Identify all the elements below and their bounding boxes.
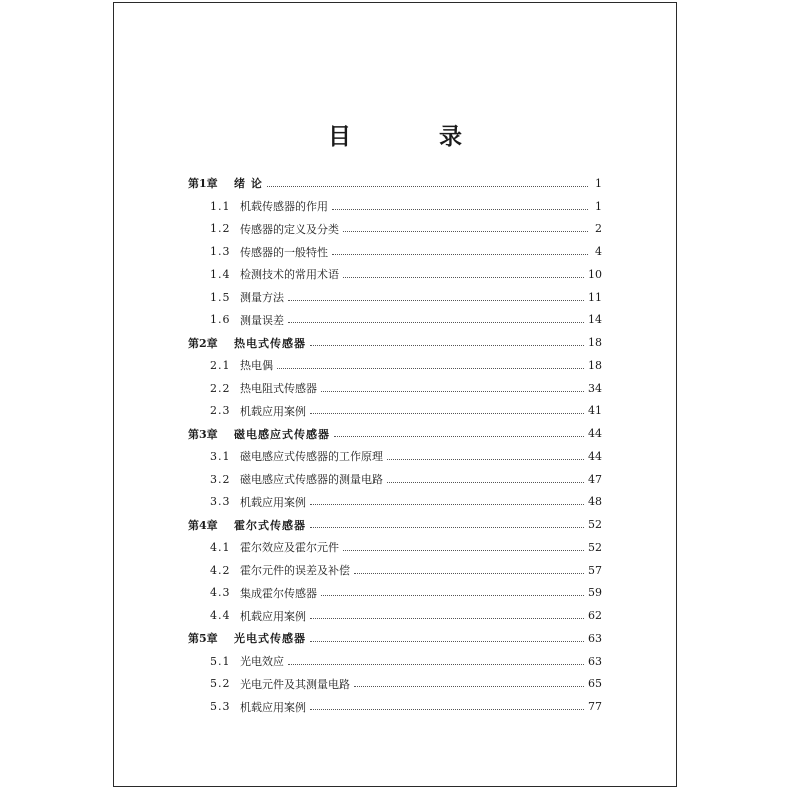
entry-page-number: 2 — [595, 222, 602, 236]
entry-page-number: 63 — [588, 631, 602, 645]
entry-title: 磁电感应式传感器 — [234, 427, 330, 441]
entry-page-number: 62 — [588, 609, 602, 623]
entry-number: 4.2 — [210, 563, 231, 577]
entry-title: 传感器的定义及分类 — [240, 222, 339, 236]
entry-number: 1.6 — [210, 313, 231, 327]
dot-leader — [343, 277, 584, 278]
entry-title: 机载应用案例 — [240, 700, 306, 714]
entry-number: 1.2 — [210, 222, 231, 236]
dot-leader — [310, 527, 584, 528]
entry-title: 检测技术的常用术语 — [240, 268, 339, 282]
toc-section-entry — [188, 309, 602, 332]
entry-page-number: 57 — [588, 563, 602, 577]
entry-page-number: 63 — [588, 654, 602, 668]
entry-title: 热电式传感器 — [234, 336, 306, 350]
toc-section-entry — [188, 468, 602, 491]
toc-section-entry — [188, 400, 602, 423]
entry-title: 霍尔效应及霍尔元件 — [240, 541, 339, 555]
entry-number: 5.3 — [210, 700, 231, 714]
entry-number: 5.2 — [210, 677, 231, 691]
entry-page-number: 10 — [588, 267, 602, 281]
toc-section-entry — [188, 377, 602, 400]
entry-title: 磁电感应式传感器的测量电路 — [240, 473, 383, 487]
toc-chapter-entry — [188, 331, 602, 354]
entry-title: 热电阻式传感器 — [240, 382, 317, 396]
entry-page-number: 1 — [595, 199, 602, 213]
toc-section-entry — [188, 559, 602, 582]
dot-leader — [354, 573, 584, 574]
page-title: 目 录 — [327, 123, 502, 150]
dot-leader — [310, 618, 584, 619]
toc-section-entry — [188, 491, 602, 514]
entry-page-number: 34 — [588, 381, 602, 395]
dot-leader — [334, 436, 584, 437]
entry-title: 霍尔式传感器 — [234, 518, 306, 532]
entry-title: 霍尔元件的误差及补偿 — [240, 564, 350, 578]
entry-number: 3.1 — [210, 449, 231, 463]
dot-leader — [310, 641, 584, 642]
entry-number: 第3章 — [188, 427, 218, 441]
dot-leader — [267, 186, 588, 187]
toc-section-entry — [188, 604, 602, 627]
toc-section-entry — [188, 445, 602, 468]
entry-title: 传感器的一般特性 — [240, 245, 328, 259]
dot-leader — [310, 413, 584, 414]
toc-section-entry — [188, 673, 602, 696]
entry-title: 测量方法 — [240, 291, 284, 305]
entry-title: 机载应用案例 — [240, 404, 306, 418]
entry-page-number: 47 — [588, 472, 602, 486]
entry-number: 1.5 — [210, 290, 231, 304]
dot-leader — [343, 231, 588, 232]
entry-title: 测量误差 — [240, 313, 284, 327]
entry-number: 3.3 — [210, 495, 231, 509]
toc-section-entry — [188, 695, 602, 718]
entry-number: 2.2 — [210, 381, 231, 395]
toc-section-entry — [188, 218, 602, 241]
entry-number: 第2章 — [188, 336, 218, 350]
toc-chapter-entry — [188, 172, 602, 195]
entry-title: 光电效应 — [240, 655, 284, 669]
entry-page-number: 14 — [588, 313, 602, 327]
entry-title: 光电式传感器 — [234, 632, 306, 646]
entry-title: 热电偶 — [240, 359, 273, 373]
dot-leader — [387, 482, 584, 483]
entry-title: 机载应用案例 — [240, 609, 306, 623]
dot-leader — [310, 709, 584, 710]
dot-leader — [387, 459, 584, 460]
entry-number: 5.1 — [210, 654, 231, 668]
dot-leader — [288, 664, 584, 665]
dot-leader — [321, 595, 584, 596]
entry-page-number: 44 — [588, 427, 602, 441]
entry-page-number: 18 — [588, 336, 602, 350]
dot-leader — [343, 550, 584, 551]
toc-section-entry — [188, 195, 602, 218]
dot-leader — [310, 345, 584, 346]
dot-leader — [354, 686, 584, 687]
dot-leader — [310, 504, 584, 505]
entry-title: 集成霍尔传感器 — [240, 586, 317, 600]
table-of-contents — [188, 172, 602, 718]
entry-page-number: 52 — [588, 518, 602, 532]
dot-leader — [321, 391, 584, 392]
entry-title: 光电元件及其测量电路 — [240, 677, 350, 691]
entry-number: 2.3 — [210, 404, 231, 418]
toc-section-entry — [188, 286, 602, 309]
entry-number: 1.4 — [210, 267, 231, 281]
toc-section-entry — [188, 263, 602, 286]
entry-title: 机载传感器的作用 — [240, 200, 328, 214]
entry-number: 4.3 — [210, 586, 231, 600]
entry-title: 机载应用案例 — [240, 495, 306, 509]
entry-page-number: 44 — [588, 449, 602, 463]
entry-number: 1.3 — [210, 245, 231, 259]
entry-page-number: 48 — [588, 495, 602, 509]
toc-chapter-entry — [188, 513, 602, 536]
entry-number: 第1章 — [188, 177, 218, 191]
dot-leader — [288, 322, 584, 323]
dot-leader — [277, 368, 584, 369]
entry-page-number: 11 — [588, 290, 602, 304]
entry-page-number: 52 — [588, 540, 602, 554]
entry-page-number: 77 — [588, 700, 602, 714]
entry-page-number: 41 — [588, 404, 602, 418]
entry-page-number: 18 — [588, 358, 602, 372]
entry-number: 4.1 — [210, 540, 231, 554]
entry-page-number: 1 — [595, 176, 602, 190]
entry-page-number: 65 — [588, 677, 602, 691]
dot-leader — [332, 209, 588, 210]
entry-number: 第4章 — [188, 518, 218, 532]
toc-chapter-entry — [188, 627, 602, 650]
entry-number: 4.4 — [210, 609, 231, 623]
entry-number: 3.2 — [210, 472, 231, 486]
entry-page-number: 4 — [595, 245, 602, 259]
toc-section-entry — [188, 240, 602, 263]
entry-title: 绪 论 — [234, 177, 263, 191]
entry-number: 2.1 — [210, 358, 231, 372]
dot-leader — [332, 254, 588, 255]
toc-section-entry — [188, 354, 602, 377]
entry-title: 磁电感应式传感器的工作原理 — [240, 450, 383, 464]
entry-number: 第5章 — [188, 632, 218, 646]
toc-section-entry — [188, 536, 602, 559]
dot-leader — [288, 300, 584, 301]
toc-section-entry — [188, 650, 602, 673]
entry-number: 1.1 — [210, 199, 231, 213]
toc-chapter-entry — [188, 422, 602, 445]
toc-section-entry — [188, 582, 602, 605]
entry-page-number: 59 — [588, 586, 602, 600]
